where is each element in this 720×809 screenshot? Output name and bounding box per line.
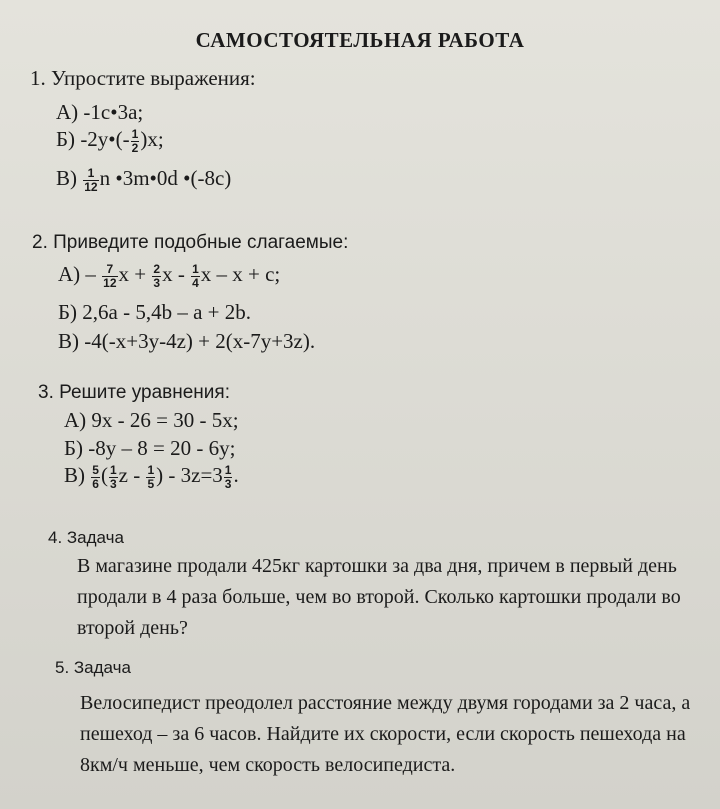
task-4-line: продали в 4 раза больше, чем во второй. Сколько картошки продали во	[77, 586, 681, 608]
fraction-denominator: 2	[131, 140, 139, 155]
expression-part: .	[233, 463, 239, 487]
task-5-line: 8км/ч меньше, чем скорость велосипедиста.	[80, 754, 456, 776]
task-3-heading: 3. Решите уравнения:	[38, 382, 230, 403]
fraction	[224, 464, 233, 491]
task-4-line: второй день?	[77, 617, 188, 639]
fraction-numerator: 1	[109, 462, 117, 477]
fraction	[191, 263, 200, 290]
task-3-item-a: А) 9x - 26 = 30 - 5x;	[64, 408, 239, 432]
task-2-item-b: Б) 2,6a - 5,4b – a + 2b.	[58, 300, 252, 324]
expression-part: z -	[118, 463, 141, 487]
fraction	[152, 263, 161, 290]
task-1-item-b	[56, 127, 164, 155]
fraction-numerator: 2	[153, 261, 161, 276]
fraction-numerator: 1	[131, 126, 139, 141]
task-2-item-c: В) -4(-x+3y-4z) + 2(x-7y+3z).	[58, 329, 316, 353]
fraction	[102, 263, 117, 290]
fraction-denominator: 4	[192, 275, 199, 290]
expression-part: -2у•(-	[80, 127, 130, 151]
fraction-denominator: 3	[153, 275, 161, 290]
fraction-numerator: 1	[192, 261, 199, 276]
expression-part: )х;	[140, 127, 164, 151]
task-5-body	[80, 688, 690, 781]
fraction-denominator: 6	[92, 476, 99, 491]
task-1-heading: 1. Упростите выражения:	[30, 66, 256, 90]
fraction	[109, 464, 118, 491]
expression-part: –	[85, 262, 96, 286]
task-2-item-a	[58, 262, 280, 290]
fraction	[91, 464, 100, 491]
fraction-numerator: 7	[102, 263, 117, 277]
expression-part: (	[100, 463, 108, 487]
fraction-numerator: 1	[224, 462, 232, 477]
task-5-heading: 5. Задача	[55, 658, 131, 677]
task-3-item-b: Б) -8y – 8 = 20 - 6y;	[64, 436, 236, 460]
task-1-item-c	[56, 166, 231, 194]
task-5-line: пешеход – за 6 часов. Найдите их скорости, если скорость пешехода на	[80, 723, 686, 745]
item-label: В)	[64, 463, 85, 487]
task-4-line: В магазине продали 425кг картошки за два дня, причем в первый день	[77, 555, 677, 577]
fraction-numerator: 1	[147, 462, 155, 477]
fraction-denominator: 12	[84, 179, 98, 194]
fraction-denominator: 3	[224, 476, 232, 491]
fraction	[146, 464, 155, 491]
fraction	[83, 167, 98, 194]
page-title: САМОСТОЯТЕЛЬНАЯ РАБОТА	[195, 28, 525, 52]
item-label: Б)	[56, 127, 76, 151]
expression-part: x +	[118, 262, 147, 286]
item-label: А)	[58, 262, 81, 286]
task-2-heading: 2. Приведите подобные слагаемые:	[32, 232, 349, 253]
expression-part: x -	[162, 262, 185, 286]
expression-part: n •3m•0d •(-8c)	[99, 166, 232, 190]
fraction-numerator: 1	[83, 167, 98, 181]
item-label: В)	[56, 166, 77, 190]
fraction-denominator: 5	[147, 476, 155, 491]
task-4-heading: 4. Задача	[48, 528, 124, 547]
fraction-denominator: 12	[103, 275, 117, 290]
task-3-item-c	[64, 463, 239, 491]
fraction-numerator: 5	[92, 462, 99, 477]
task-1-item-a: А) -1с•3а;	[56, 100, 144, 124]
task-5-line: Велосипедист преодолел расстояние между двумя городами за 2 часа, а	[80, 692, 691, 714]
expression-part: ) - 3z=3	[156, 463, 223, 487]
task-4-body	[77, 551, 681, 644]
fraction-denominator: 3	[109, 476, 117, 491]
fraction	[131, 128, 140, 155]
expression-part: x – x + c;	[200, 262, 281, 286]
